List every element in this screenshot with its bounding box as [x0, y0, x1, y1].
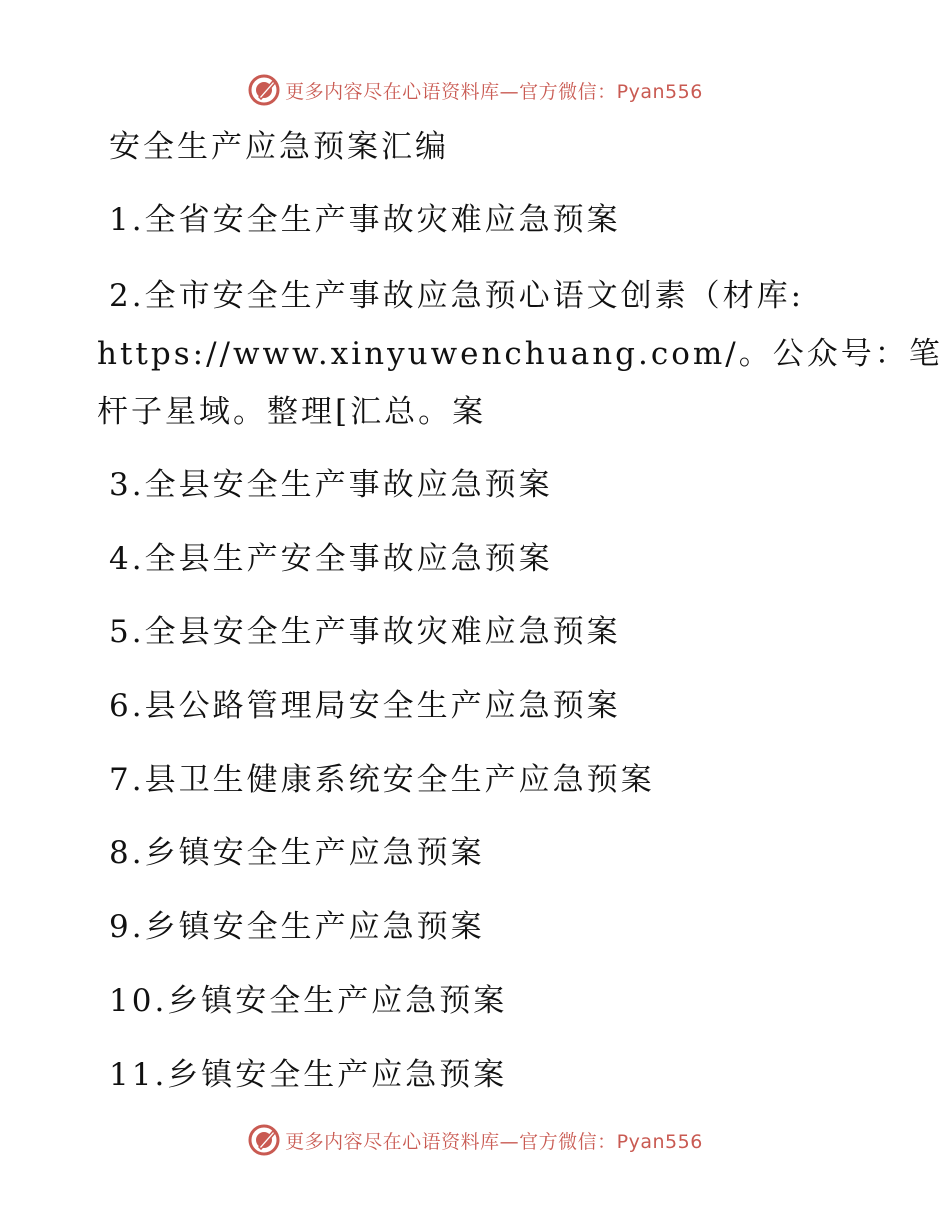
list-item: 6.县公路管理局安全生产应急预案 [109, 688, 621, 724]
list-item: 7.县卫生健康系统安全生产应急预案 [109, 762, 655, 798]
watermark-text: 更多内容尽在心语资料库—官方微信：Pyan556 [285, 80, 703, 103]
list-item: 3.全县安全生产事故应急预案 [109, 467, 553, 503]
list-item: 1.全省安全生产事故灾难应急预案 [109, 202, 621, 238]
list-item: 2.全市安全生产事故应急预心语文创素（材库: [109, 278, 805, 314]
pen-logo-icon [247, 1123, 281, 1157]
document-title: 安全生产应急预案汇编 [109, 129, 449, 165]
watermark-text: 更多内容尽在心语资料库—官方微信：Pyan556 [285, 1130, 703, 1153]
list-item-continuation: 杆子星域。整理[汇总。案 [97, 394, 487, 430]
list-item: 5.全县安全生产事故灾难应急预案 [109, 614, 621, 650]
footer-watermark [0, 1120, 950, 1160]
list-item: 4.全县生产安全事故应急预案 [109, 541, 553, 577]
list-item: 9.乡镇安全生产应急预案 [109, 909, 485, 945]
list-item-multiline [97, 267, 943, 441]
header-watermark [0, 70, 950, 110]
pen-logo-icon [247, 73, 281, 107]
list-item: 11.乡镇安全生产应急预案 [109, 1057, 508, 1093]
list-item: 8.乡镇安全生产应急预案 [109, 835, 485, 871]
list-item: 10.乡镇安全生产应急预案 [109, 983, 508, 1019]
list-item-continuation: https://www.xinyuwenchuang.com/。公众号：笔 [97, 336, 943, 372]
